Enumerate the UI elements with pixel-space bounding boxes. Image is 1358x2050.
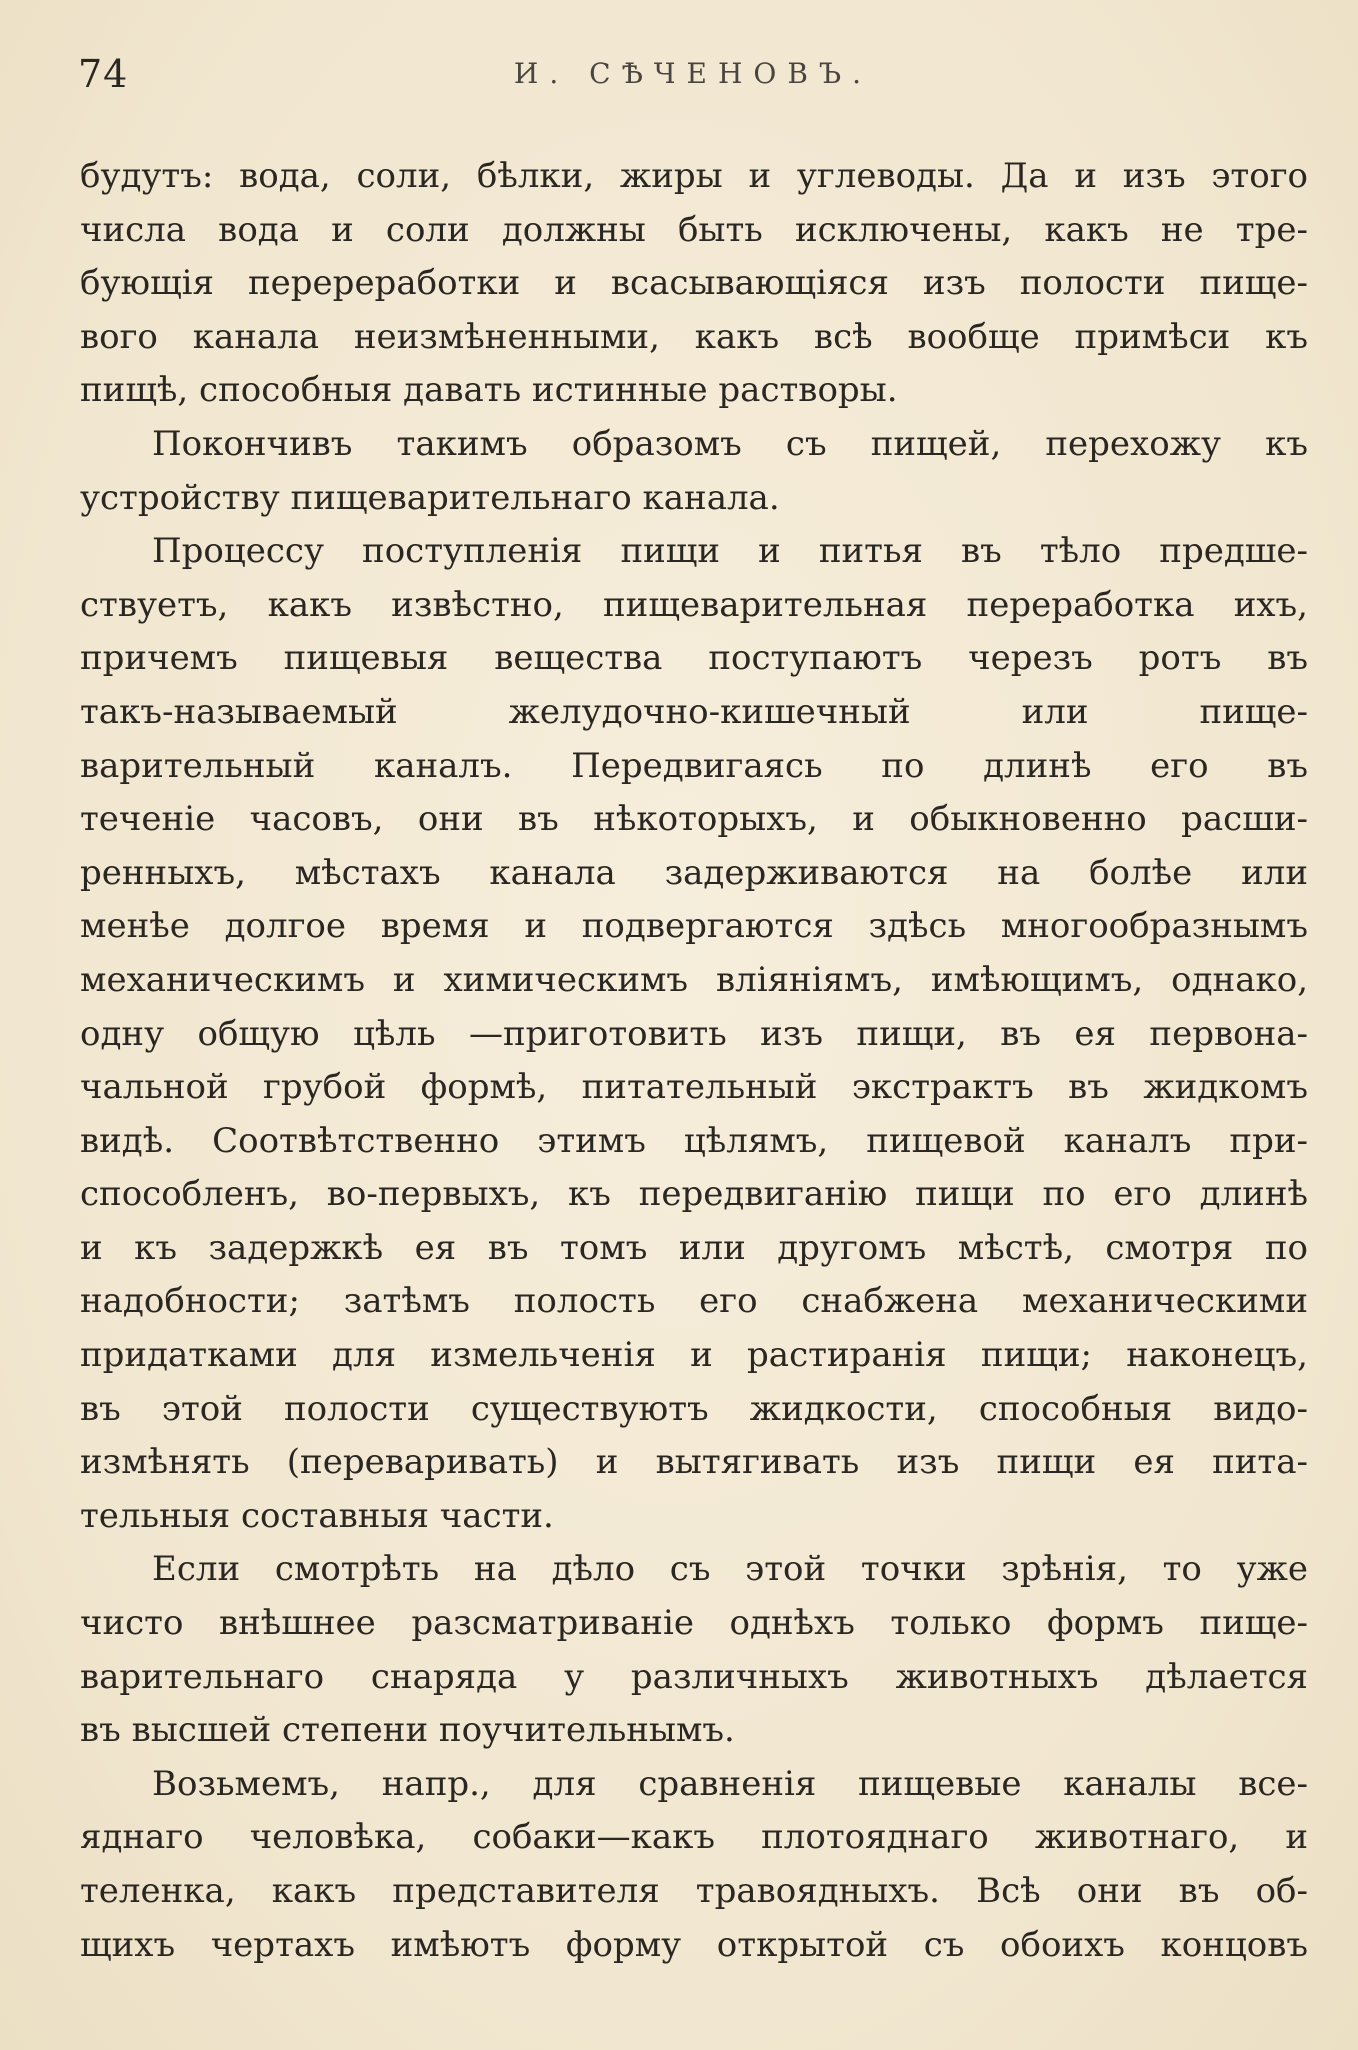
text-line: щихъ чертахъ имѣютъ форму открытой съ обоихъ концовъ — [80, 1924, 1308, 1965]
text-line: одну общую цѣль —приготовить изъ пищи, въ ея первона- — [80, 1013, 1308, 1054]
text-line: ренныхъ, мѣстахъ канала задерживаются на болѣе или — [80, 852, 1308, 893]
text-line: ствуетъ, какъ извѣстно, пищеварительная переработка ихъ, — [80, 584, 1308, 625]
text-line: видѣ. Соотвѣтственно этимъ цѣлямъ, пищевой каналъ при- — [80, 1120, 1308, 1161]
running-head: И. СѢЧЕНОВЪ. — [513, 57, 873, 90]
text-line: измѣнять (переваривать) и вытягивать изъ пищи ея пита- — [80, 1442, 1308, 1483]
text-line: теченіе часовъ, они въ нѣкоторыхъ, и обыкновенно расши- — [80, 799, 1308, 840]
text-line: варительный каналъ. Передвигаясь по длинѣ его въ — [80, 745, 1308, 786]
text-line: числа вода и соли должны быть исключены, какъ не тре- — [80, 209, 1308, 250]
text-line: вого канала неизмѣненными, какъ всѣ вообще примѣси къ — [80, 316, 1308, 357]
page-header — [78, 44, 1308, 104]
text-line: и къ задержкѣ ея въ томъ или другомъ мѣстѣ, смотря по — [80, 1227, 1308, 1268]
text-line: Покончивъ такимъ образомъ съ пищей, перехожу къ — [152, 423, 1308, 464]
text-line: такъ-называемый желудочно-кишечный или пище- — [80, 691, 1308, 732]
page-number: 74 — [78, 52, 129, 96]
text-line: въ этой полости существуютъ жидкости, способныя видо- — [80, 1388, 1308, 1429]
text-line: механическимъ и химическимъ вліяніямъ, имѣющимъ, однако, — [80, 959, 1308, 1000]
text-line: теленка, какъ представителя травоядныхъ. Всѣ они въ об- — [80, 1871, 1308, 1911]
text-line: чисто внѣшнее разсматриваніе однѣхъ только формъ пище- — [80, 1603, 1308, 1644]
text-line: Процессу поступленія пищи и питья въ тѣло предше- — [152, 531, 1308, 572]
text-line: будутъ: вода, соли, бѣлки, жиры и углеводы. Да и изъ этого — [80, 156, 1308, 196]
text-line: пищѣ, способныя давать истинные растворы. — [80, 370, 898, 411]
body-text — [80, 150, 1308, 1972]
text-line: надобности; затѣмъ полость его снабжена механическими — [80, 1281, 1308, 1322]
text-line: варительнаго снаряда у различныхъ животныхъ дѣлается — [80, 1656, 1308, 1697]
text-line: менѣе долгое время и подвергаются здѣсь многообразнымъ — [80, 906, 1308, 947]
text-line: устройству пищеварительнаго канала. — [80, 477, 780, 518]
text-line: способленъ, во-первыхъ, къ передвиганію пищи по его длинѣ — [80, 1174, 1308, 1215]
text-line: яднаго человѣка, собаки—какъ плотояднаго животнаго, и — [80, 1817, 1308, 1858]
text-line: причемъ пищевыя вещества поступаютъ черезъ ротъ въ — [80, 638, 1308, 679]
text-line: тельныя составныя части. — [80, 1495, 554, 1536]
text-line: чальной грубой формѣ, питательный экстрактъ въ жидкомъ — [80, 1067, 1308, 1108]
text-line: въ высшей степени поучительнымъ. — [80, 1710, 735, 1751]
text-line: придатками для измельченія и растиранія пищи; наконецъ, — [80, 1335, 1308, 1376]
text-line: бующія перереработки и всасывающіяся изъ полости пище- — [80, 263, 1308, 304]
text-line: Если смотрѣть на дѣло съ этой точки зрѣнія, то уже — [152, 1549, 1308, 1590]
text-line: Возьмемъ, напр., для сравненія пищевые каналы все- — [152, 1763, 1308, 1804]
